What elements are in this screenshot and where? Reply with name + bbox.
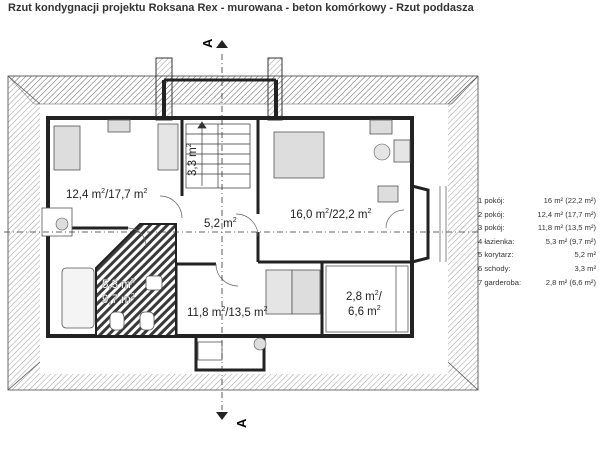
bathtub [62,268,94,328]
legend-row: 3 pokój: 11,8 m² (13,5 m²) [478,223,596,233]
drawing-title: Rzut kondygnacji projektu Roksana Rex - murowana - beton komórkowy - Rzut poddasza [8,2,474,14]
legend-row: 2 pokój: 12,4 m² (17,7 m²) [478,209,596,219]
room-2-label: 12,4 $m^2/17,7$ $m^2$ [66,188,148,201]
cabinet-room-1 [394,140,410,162]
room-4-label-b: 9,7 $m^2$ [102,293,135,306]
wardrobe-room-2 [158,124,178,170]
armchair [374,144,390,160]
bed-room-3 [292,270,320,314]
chair-room-3 [254,338,266,350]
section-mark-bottom: A [234,418,249,428]
room-1-label: 16,0 $m^2/22,2$ $m^2$ [290,208,372,221]
roof-outline [8,76,478,390]
room-7-label-a: 2,8 $m^2/$ [346,290,382,303]
double-bed [274,132,324,178]
room-7-label-b: 6,6 $m^2$ [348,305,381,318]
desk-room-1 [370,120,392,134]
legend-row: 7 garderoba: 2,8 m² (6,6 m²) [478,277,596,287]
area-legend [478,196,600,291]
toilet [110,312,124,330]
legend-row: 5 korytarz: 5,2 m² [478,250,596,260]
wardrobe-room-3 [266,270,292,314]
dresser [378,186,398,202]
room-3-label: 11,8 $m^2/13,5$ $m^2$ [187,306,268,319]
room-4-label-a: 5,3 $m^2$ [102,278,135,291]
legend-row: 1 pokój: 16 m² (22,2 m²) [478,196,596,205]
washbasin [146,276,162,290]
desk-room-3 [198,342,222,360]
legend-row: 4 łazienka: 5,3 m² (9,7 m²) [478,236,596,246]
nightstand [108,120,130,132]
room-5-label: 5,2 $m^2$ [204,217,237,230]
section-arrow-bottom [216,412,228,420]
section-mark-top: A [200,38,215,48]
legend-row: 6 schody: 3,3 m² [478,263,596,273]
bed-room-2 [54,126,80,170]
room-6-label: 3,3 $m^2$ [186,143,199,176]
chair-room-2 [56,218,68,230]
section-arrow-top [216,40,228,48]
bidet [140,312,154,330]
